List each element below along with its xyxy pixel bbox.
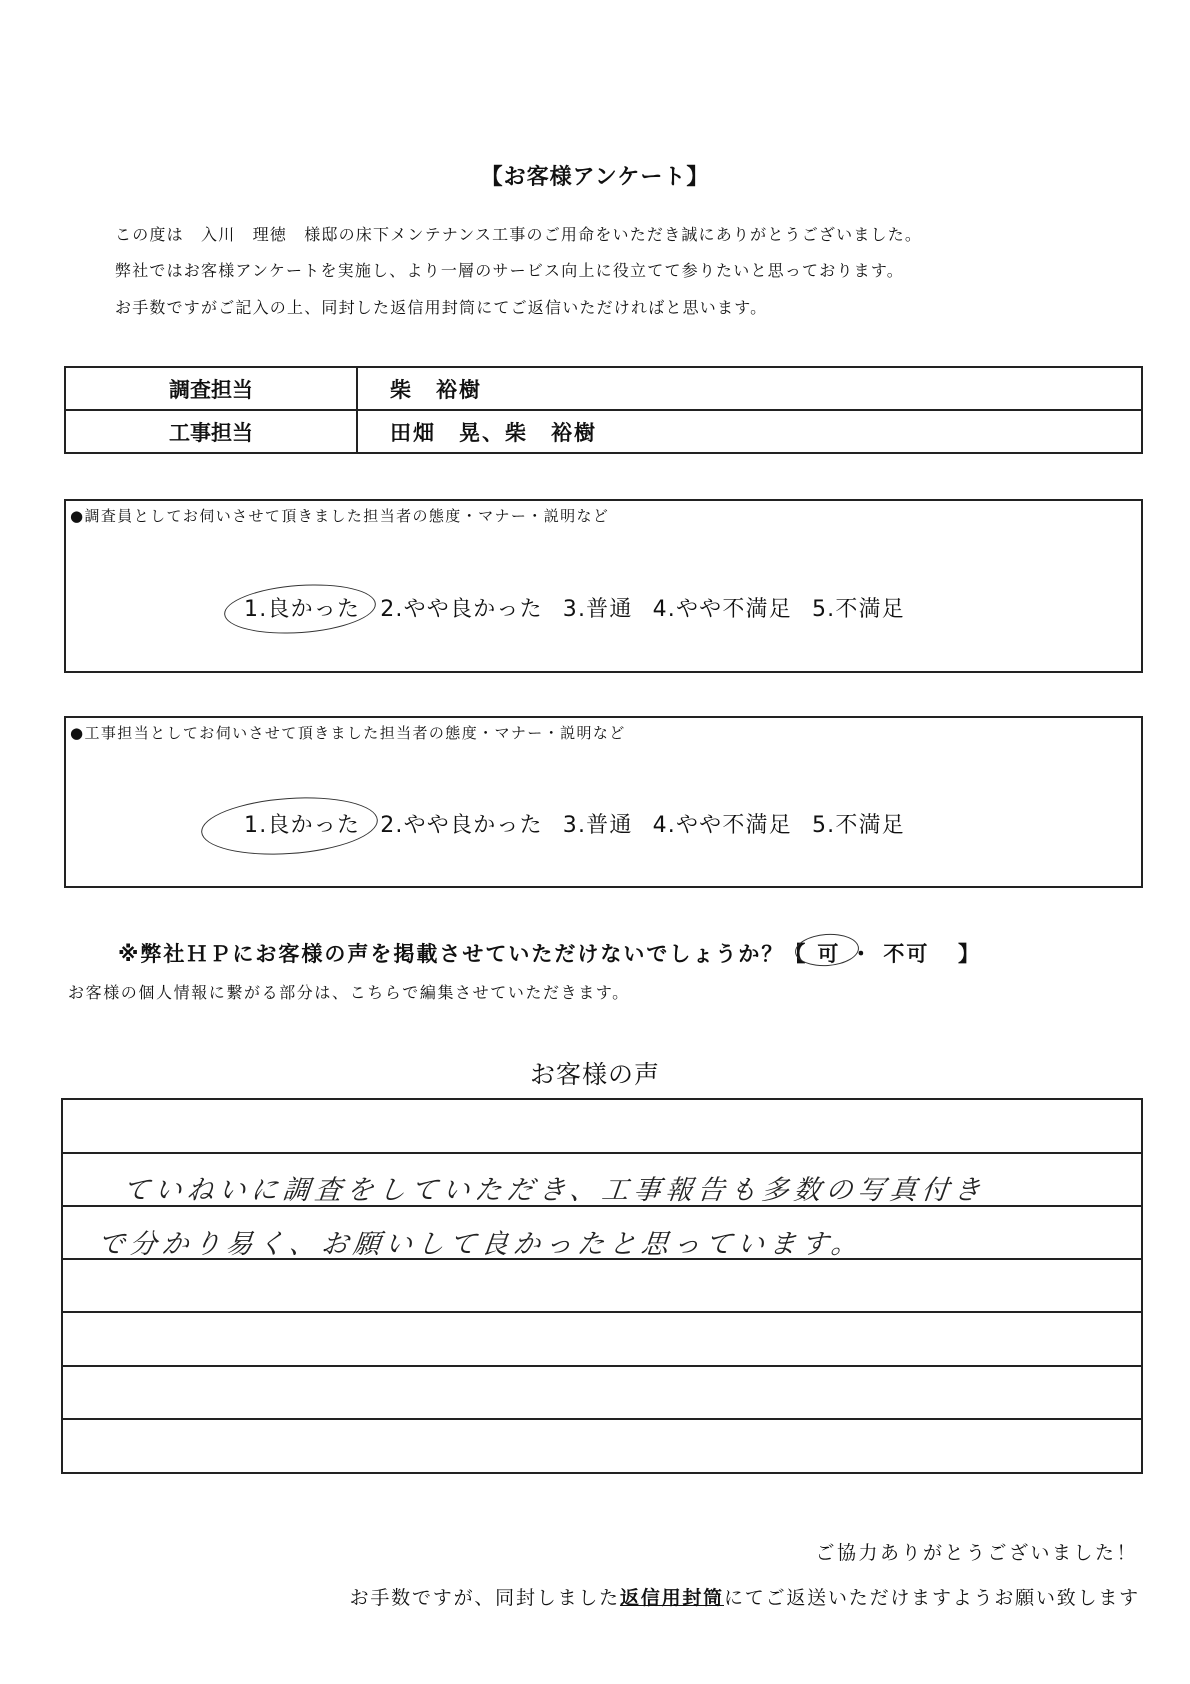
- ruled-line: [63, 1365, 1141, 1367]
- intro-line-2: 弊社ではお客様アンケートを実施し、より一層のサービス向上に役立てて参りたいと思っております。: [115, 261, 904, 280]
- privacy-note: お客様の個人情報に繋がる部分は、こちらで編集させていただきます。: [68, 983, 630, 1002]
- option-no[interactable]: 不可: [883, 942, 930, 966]
- customer-voice-title: お客様の声: [529, 1060, 660, 1089]
- ruled-line: [63, 1418, 1141, 1420]
- rating-option-2[interactable]: 2.やや良かった: [380, 597, 543, 622]
- ruled-line: [63, 1152, 1141, 1154]
- handwritten-line-1: ていねいに調査をしていただき、工事報告も多数の写真付き: [121, 1175, 988, 1206]
- construction-staff-value: 田畑 晃、柴 裕樹: [357, 410, 1142, 453]
- construction-rating-options: [244, 808, 925, 839]
- intro-line-3: お手数ですがご記入の上、同封した返信用封筒にてご返信いただければと思います。: [115, 298, 768, 317]
- ruled-line: [63, 1311, 1141, 1313]
- intro-line-1: この度は 入川 理徳 様邸の床下メンテナンス工事のご用命をいただき誠にありがとうございました。: [115, 225, 923, 244]
- return-envelope-emphasis: 返信用封筒: [619, 1587, 724, 1609]
- bracket-close: 】: [958, 942, 982, 966]
- survey-rating-box: [64, 499, 1143, 673]
- construction-rating-box: [64, 716, 1143, 888]
- bracket-open: 【: [784, 942, 808, 966]
- rating-option-3[interactable]: 3.普通: [562, 813, 633, 838]
- survey-rating-question: ●調査員としてお伺いさせて頂きました担当者の態度・マナー・説明など: [70, 507, 610, 525]
- rating-option-4[interactable]: 4.やや不満足: [652, 813, 792, 838]
- thanks-message: ご協力ありがとうございました！: [815, 1542, 1138, 1564]
- option-yes[interactable]: 可: [817, 938, 840, 968]
- table-row: [65, 410, 1142, 453]
- survey-staff-label: 調査担当: [65, 367, 357, 410]
- rating-option-5[interactable]: 5.不満足: [811, 597, 905, 622]
- survey-staff-value: 柴 裕樹: [357, 367, 1142, 410]
- customer-voice-box[interactable]: [61, 1098, 1143, 1474]
- closing-message: お手数ですが、同封しました返信用封筒にてご返送いただけますようお願い致します: [349, 1587, 1140, 1609]
- rating-option-4[interactable]: 4.やや不満足: [652, 597, 792, 622]
- handwritten-line-2: で分かり易く、お願いして良かったと思っています。: [96, 1229, 865, 1260]
- construction-staff-label: 工事担当: [65, 410, 357, 453]
- table-row: [65, 367, 1142, 410]
- rating-option-1[interactable]: 1.良かった: [244, 813, 361, 838]
- rating-option-5[interactable]: 5.不満足: [811, 813, 905, 838]
- rating-option-2[interactable]: 2.やや良かった: [380, 813, 543, 838]
- rating-option-1[interactable]: 1.良かった: [244, 597, 361, 622]
- hp-permission-question: [118, 938, 981, 968]
- rating-option-3[interactable]: 3.普通: [562, 597, 633, 622]
- hp-question-text: ※弊社ＨＰにお客様の声を掲載させていただけないでしょうか？: [118, 942, 785, 966]
- construction-rating-question: ●工事担当としてお伺いさせて頂きました担当者の態度・マナー・説明など: [70, 724, 626, 742]
- separator: ・: [850, 942, 874, 966]
- survey-rating-options: [244, 592, 925, 623]
- page-title: 【お客様アンケート】: [480, 165, 710, 190]
- staff-table: [64, 366, 1143, 454]
